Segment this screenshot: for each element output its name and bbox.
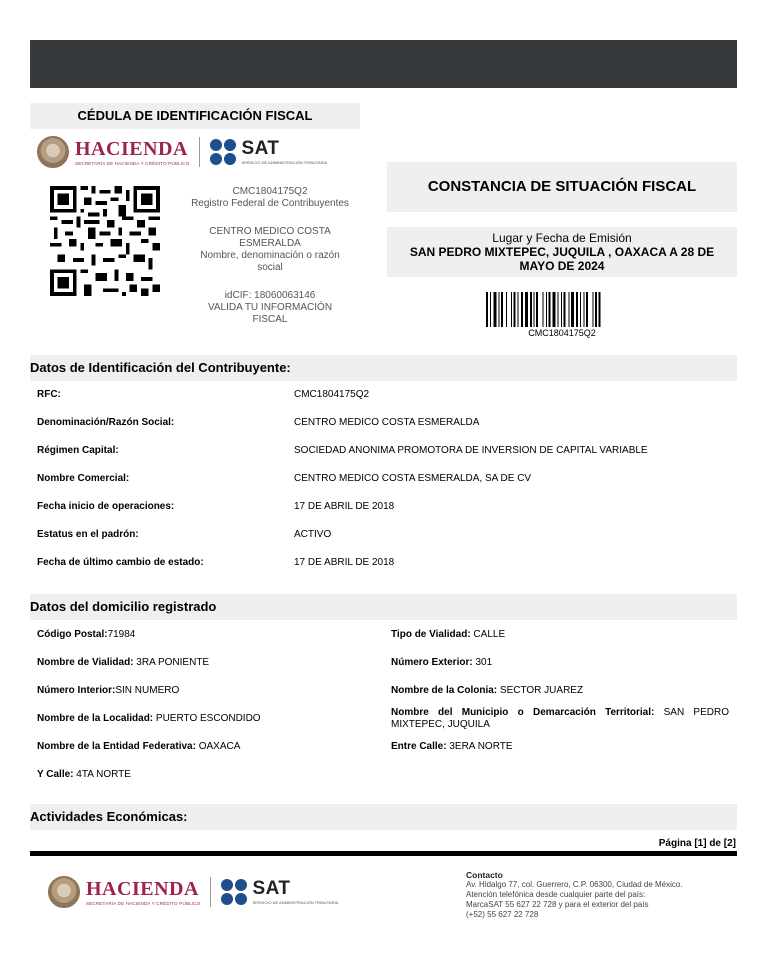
contact-line: (+52) 55 627 22 728 xyxy=(466,910,539,919)
id-table-row xyxy=(37,381,737,409)
contact-title: Contacto xyxy=(466,870,503,880)
id-row-value: SOCIEDAD ANONIMA PROMOTORA DE INVERSION DE CAPITAL VARIABLE xyxy=(294,445,648,456)
taxpayer-name: CENTRO MEDICO COSTA ESMERALDA xyxy=(209,226,331,249)
barcode-bar xyxy=(584,292,585,327)
hacienda-name: HACIENDA xyxy=(86,877,199,900)
cedula-title: CÉDULA DE IDENTIFICACIÓN FISCAL xyxy=(30,103,360,129)
id-table-row xyxy=(37,493,737,521)
id-row-label: Denominación/Razón Social: xyxy=(37,417,175,428)
barcode-bar xyxy=(499,292,500,327)
id-table-row xyxy=(37,409,737,437)
barcode-bar xyxy=(561,292,562,327)
hacienda-name: HACIENDA xyxy=(75,137,188,160)
entidad-field: Nombre de la Entidad Federativa: OAXACA xyxy=(37,741,241,752)
barcode-bar xyxy=(580,292,581,327)
id-table-row xyxy=(37,465,737,493)
name-block xyxy=(182,226,358,274)
idcif-value: idCIF: 18060063146 xyxy=(224,290,316,301)
id-row-label: Fecha inicio de operaciones: xyxy=(37,501,175,512)
barcode-text: CMC1804175Q2 xyxy=(528,328,596,338)
barcode-bar xyxy=(525,292,528,327)
taxpayer-name-label: Nombre, denominación o razón social xyxy=(200,250,340,273)
hacienda-subtitle: SECRETARÍA DE HACIENDA Y CRÉDITO PÚBLICO xyxy=(86,900,201,906)
barcode-bar xyxy=(486,292,488,327)
barcode-bar xyxy=(511,292,512,327)
rfc-block xyxy=(182,186,358,210)
id-table-row xyxy=(37,549,737,577)
barcode-bar xyxy=(552,292,555,327)
barcode-bar xyxy=(592,292,593,327)
contact-line: Atención telefónica desde cualquier parte del país: xyxy=(466,890,646,899)
barcode-bar xyxy=(506,292,507,327)
tipo-vialidad-field: Tipo de Vialidad: CALLE xyxy=(391,629,506,640)
id-row-label: RFC: xyxy=(37,389,61,400)
constancia-title: CONSTANCIA DE SITUACIÓN FISCAL xyxy=(387,162,737,212)
mexico-seal-icon xyxy=(37,136,69,168)
barcode-bar xyxy=(517,292,518,327)
nombre-vialidad-field: Nombre de Vialidad: 3RA PONIENTE xyxy=(37,657,210,668)
mexico-seal-icon xyxy=(48,876,80,908)
contact-block xyxy=(466,870,736,920)
barcode-bar xyxy=(536,292,538,327)
sat-dots-icon xyxy=(221,879,247,905)
numero-interior-field: Número Interior:SIN NUMERO xyxy=(37,685,180,696)
codigo-postal-field: Código Postal:71984 xyxy=(37,629,136,640)
barcode-bar xyxy=(546,292,547,327)
sat-name: SAT xyxy=(241,138,280,159)
id-row-label: Nombre Comercial: xyxy=(37,473,130,484)
emision-label: Lugar y Fecha de Emisión xyxy=(492,231,632,245)
sat-logo xyxy=(241,139,327,165)
valida-info-text: VALIDA TU INFORMACIÓN FISCAL xyxy=(207,302,333,325)
barcode-bar xyxy=(521,292,523,327)
barcode-bar xyxy=(530,292,532,327)
id-row-label: Fecha de último cambio de estado: xyxy=(37,557,204,568)
id-table-row xyxy=(37,437,737,465)
municipio-field: Nombre del Municipio o Demarcación Territorial: SAN PEDRO MIXTEPEC, JUQUILA xyxy=(391,707,729,730)
logo-divider xyxy=(199,137,200,167)
qr-code xyxy=(50,186,160,296)
sat-logo xyxy=(252,879,338,905)
numero-exterior-field: Número Exterior: 301 xyxy=(391,657,493,668)
barcode-bar xyxy=(595,292,597,327)
barcode-bar xyxy=(501,292,503,327)
header-bar xyxy=(30,40,737,88)
logos-footer xyxy=(48,876,338,908)
id-row-value: CENTRO MEDICO COSTA ESMERALDA, SA DE CV xyxy=(294,473,532,484)
barcode-bar xyxy=(490,292,491,327)
barcode-bar xyxy=(564,292,566,327)
rfc-value: CMC1804175Q2 xyxy=(232,186,308,197)
y-calle-field: Y Calle: 4TA NORTE xyxy=(37,769,131,780)
contact-line: MarcaSAT 55 627 22 728 y para el exterior del país xyxy=(466,900,649,909)
page-number: Página [1] de [2] xyxy=(658,838,736,849)
idcif-block xyxy=(182,290,358,326)
barcode-bar xyxy=(514,292,516,327)
barcode-bar xyxy=(586,292,588,327)
barcode-bar xyxy=(557,292,558,327)
id-row-label: Estatus en el padrón: xyxy=(37,529,139,540)
barcode-bar xyxy=(534,292,535,327)
id-row-value: CENTRO MEDICO COSTA ESMERALDA xyxy=(294,417,480,428)
logo-divider xyxy=(210,877,211,907)
domicilio-header: Datos del domicilio registrado xyxy=(30,594,737,620)
id-row-label: Régimen Capital: xyxy=(37,445,119,456)
colonia-field: Nombre de la Colonia: SECTOR JUAREZ xyxy=(391,685,584,696)
sat-dots-icon xyxy=(210,139,236,165)
identificacion-header: Datos de Identificación del Contribuyente: xyxy=(30,355,737,381)
entre-calle-field: Entre Calle: 3ERA NORTE xyxy=(391,741,513,752)
emision-value: SAN PEDRO MIXTEPEC, JUQUILA , OAXACA A 28 DE MAYO DE 2024 xyxy=(409,245,715,273)
barcode-bar xyxy=(599,292,601,327)
id-row-value: 17 DE ABRIL DE 2018 xyxy=(294,557,395,568)
id-table-row xyxy=(37,521,737,549)
contact-line: Av. Hidalgo 77, col. Guerrero, C.P. 06300, Ciudad de México. xyxy=(466,880,683,889)
sat-subtitle: SERVICIO DE ADMINISTRACIÓN TRIBUTARIA xyxy=(252,900,339,905)
localidad-field: Nombre de la Localidad: PUERTO ESCONDIDO xyxy=(37,713,261,724)
actividades-header: Actividades Económicas: xyxy=(30,804,737,830)
barcode xyxy=(486,292,638,327)
hacienda-subtitle: SECRETARÍA DE HACIENDA Y CRÉDITO PÚBLICO xyxy=(75,160,190,166)
barcode-bar xyxy=(569,292,570,327)
emision-box xyxy=(387,227,737,277)
barcode-bar xyxy=(549,292,551,327)
barcode-bar xyxy=(571,292,574,327)
rfc-label: Registro Federal de Contribuyentes xyxy=(191,198,349,209)
hacienda-logo xyxy=(75,139,189,166)
barcode-bar xyxy=(494,292,497,327)
id-row-value: CMC1804175Q2 xyxy=(294,389,370,400)
barcode-bar xyxy=(576,292,578,327)
hacienda-logo xyxy=(86,879,200,906)
footer-rule xyxy=(30,851,737,856)
id-row-value: ACTIVO xyxy=(294,529,332,540)
barcode-bar xyxy=(542,292,543,327)
sat-subtitle: SERVICIO DE ADMINISTRACIÓN TRIBUTARIA xyxy=(241,160,328,165)
id-row-value: 17 DE ABRIL DE 2018 xyxy=(294,501,395,512)
sat-name: SAT xyxy=(252,878,291,899)
logos-header xyxy=(37,136,327,168)
